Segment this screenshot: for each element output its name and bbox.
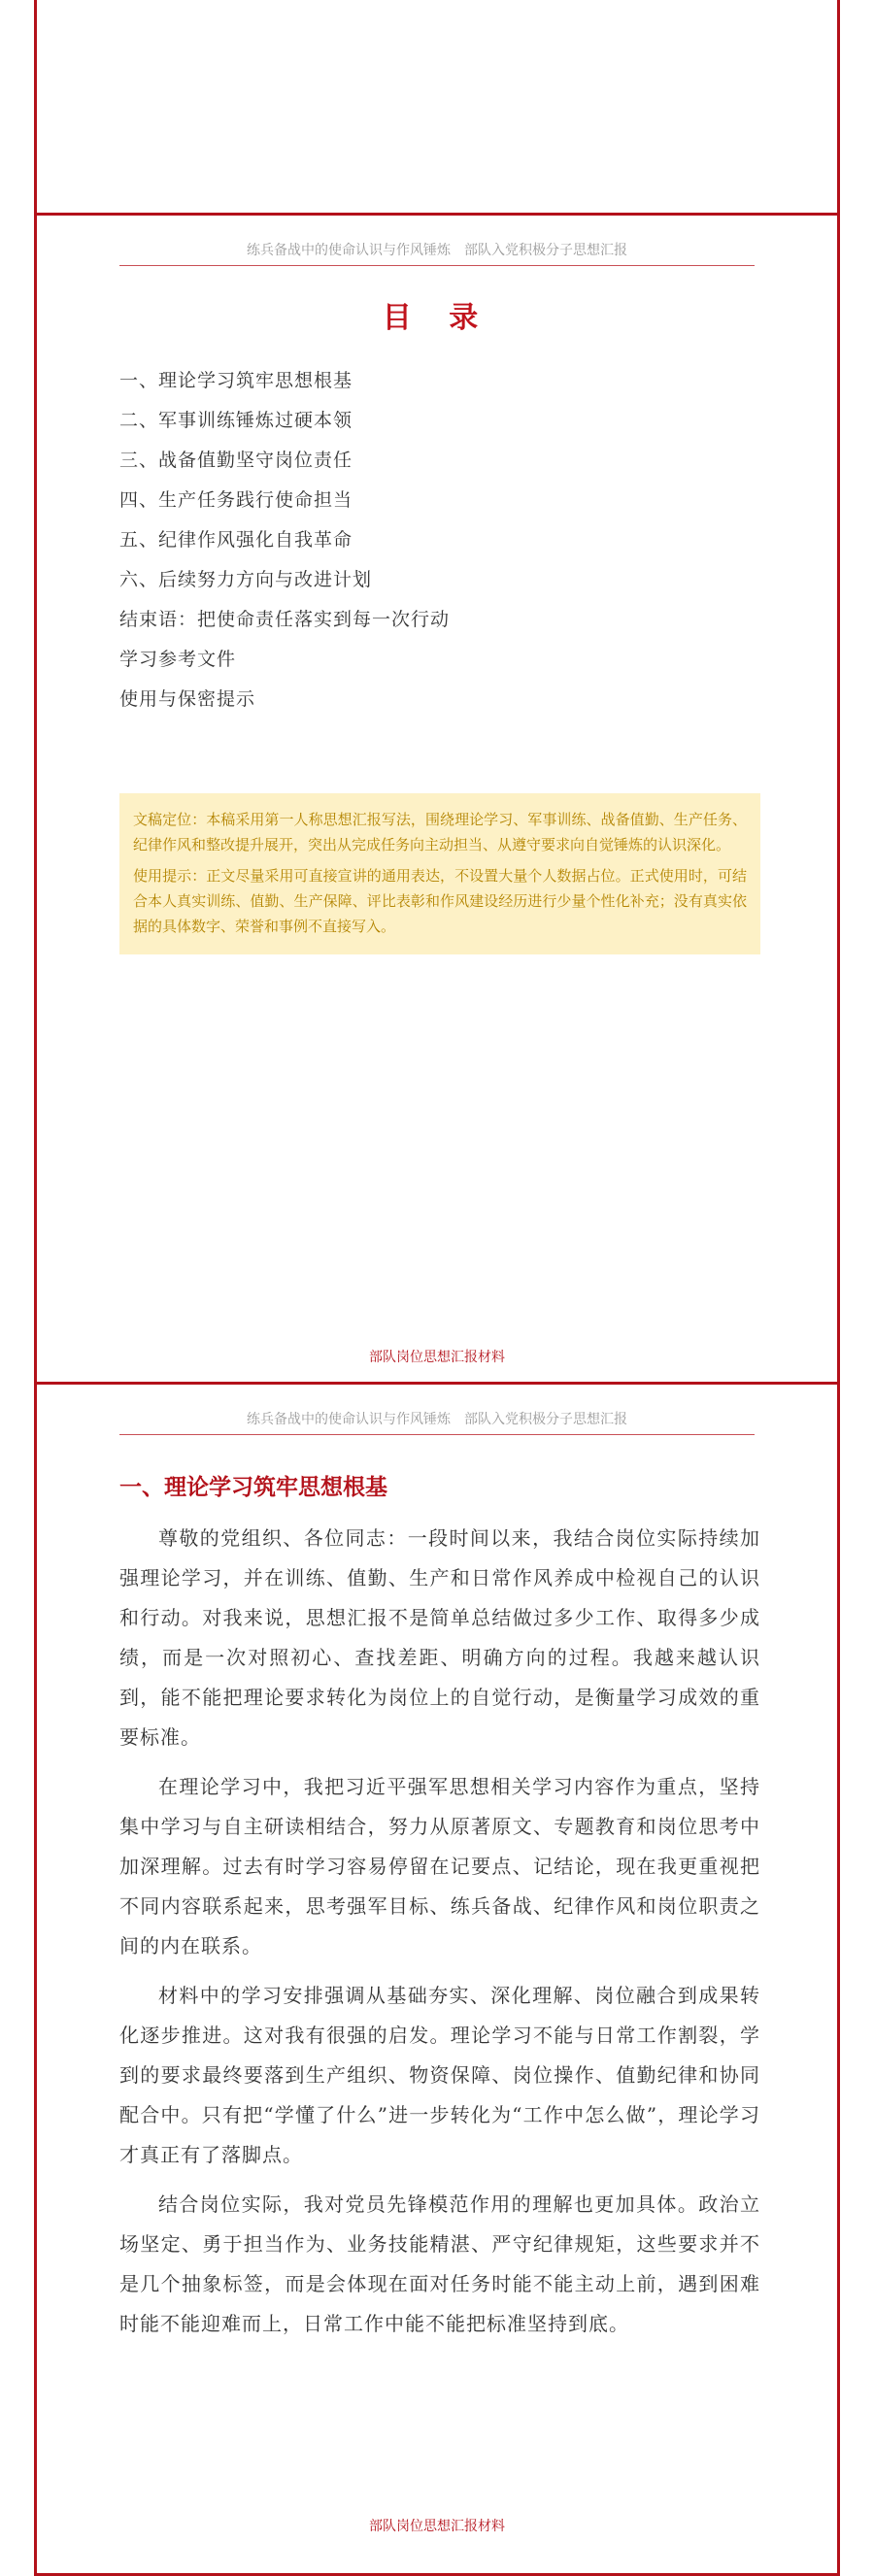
- body-paragraph: 材料中的学习安排强调从基础夯实、深化理解、岗位融合到成果转化逐步推进。这对我有很强的启发。理论学习不能与日常工作割裂，学到的要求最终要落到生产组织、物资保障、岗位操作、值勤纪律和协同配合中。只有把“学懂了什么”进一步转化为“工作中怎么做”，理论学习才真正有了落脚点。: [119, 1984, 760, 2166]
- toc-item[interactable]: 结束语：把使命责任落实到每一次行动: [119, 609, 451, 630]
- running-header: 练兵备战中的使命认识与作风锤炼 部队入党积极分子思想汇报: [119, 240, 755, 266]
- toc-item[interactable]: 一、理论学习筑牢思想根基: [119, 370, 353, 391]
- toc-item[interactable]: 四、生产任务践行使命担当: [119, 489, 353, 511]
- section-title: 一、理论学习筑牢思想根基: [119, 1475, 387, 1500]
- body-paragraph: 在理论学习中，我把习近平强军思想相关学习内容作为重点，坚持集中学习与自主研读相结合，努力从原著原文、专题教育和岗位思考中加深理解。过去有时学习容易停留在记要点、记结论，现在我更重视把不同内容联系起来，思考强军目标、练兵备战、纪律作风和岗位职责之间的内在联系。: [119, 1775, 760, 1957]
- note-positioning: 文稿定位：本稿采用第一人称思想汇报写法，围绕理论学习、军事训练、战备值勤、生产任务、纪律作风和整改提升展开，突出从完成任务向主动担当、从遵守要求向自觉锤炼的认识深化。: [133, 811, 747, 853]
- running-footer: 部队岗位思想汇报材料: [369, 1350, 505, 1365]
- running-footer: 部队岗位思想汇报材料: [369, 2519, 505, 2534]
- toc-item[interactable]: 学习参考文件: [119, 649, 237, 670]
- note-usage: 使用提示：正文尽量采用可直接宣讲的通用表达，不设置大量个人数据占位。正式使用时，可结合本人真实训练、值勤、生产保障、评比表彰和作风建设经历进行少量个性化补充；没有真实依据的具体数字、荣誉和事例不直接写入。: [133, 867, 747, 935]
- section-body: [119, 1519, 760, 2354]
- page-toc: [34, 213, 840, 1404]
- toc-item[interactable]: 使用与保密提示: [119, 688, 256, 710]
- page-1-tail: [34, 0, 840, 216]
- body-paragraph: 尊敬的党组织、各位同志：一段时间以来，我结合岗位实际持续加强理论学习，并在训练、值勤、生产和日常作风养成中检视自己的认识和行动。对我来说，思想汇报不是简单总结做过多少工作、取得多少成绩，而是一次对照初心、查找差距、明确方向的过程。我越来越认识到，能不能把理论要求转化为岗位上的自觉行动，是衡量学习成效的重要标准。: [119, 1526, 760, 1749]
- running-header: 练兵备战中的使命认识与作风锤炼 部队入党积极分子思想汇报: [119, 1409, 755, 1435]
- body-paragraph: 结合岗位实际，我对党员先锋模范作用的理解也更加具体。政治立场坚定、勇于担当作为、业务技能精湛、严守纪律规矩，这些要求并不是几个抽象标签，而是会体现在面对任务时能不能主动上前，遇到困难时能不能迎难而上，日常工作中能不能把标准坚持到底。: [119, 2192, 760, 2335]
- page-section-1: [34, 1382, 840, 2576]
- document-note-box: [119, 793, 760, 954]
- toc-item[interactable]: 三、战备值勤坚守岗位责任: [119, 450, 353, 471]
- toc-item[interactable]: 六、后续努力方向与改进计划: [119, 569, 373, 590]
- toc-title: 目 录: [382, 301, 492, 335]
- toc-item[interactable]: 五、纪律作风强化自我革命: [119, 529, 353, 551]
- toc-item[interactable]: 二、军事训练锤炼过硬本领: [119, 410, 353, 431]
- toc-list: [119, 361, 760, 719]
